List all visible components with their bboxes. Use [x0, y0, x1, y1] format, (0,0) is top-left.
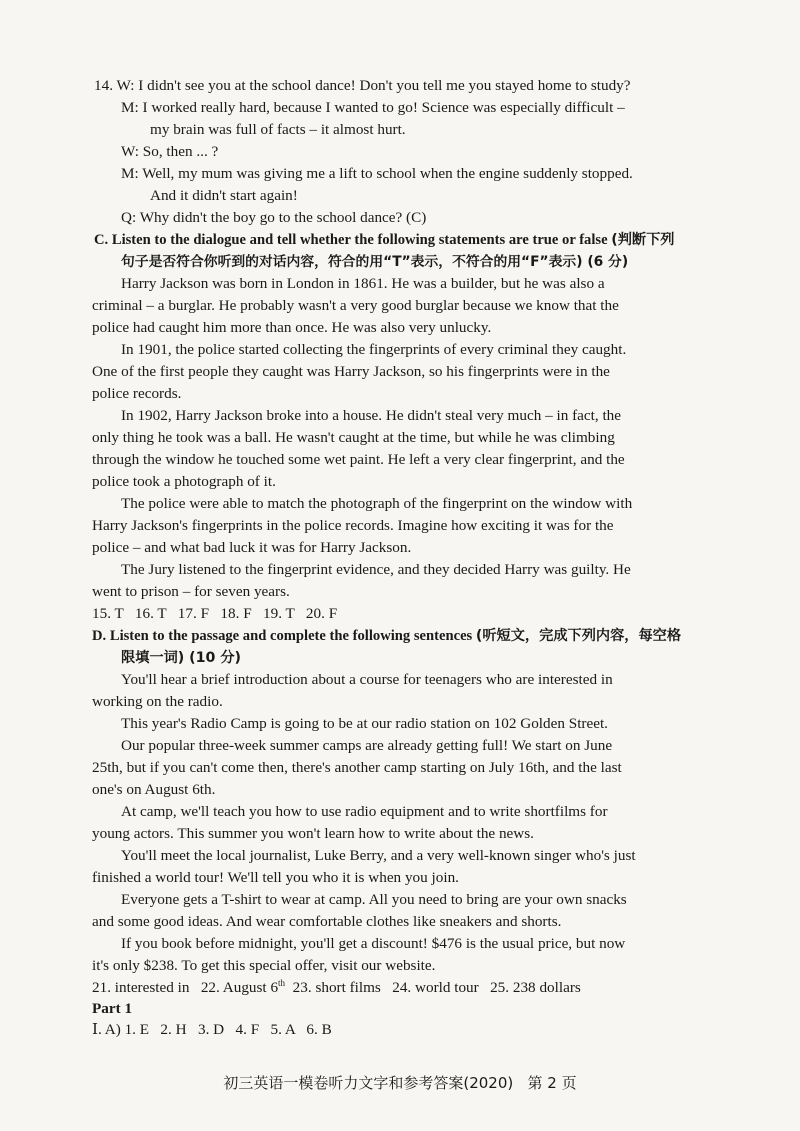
- section-c-p3d: police took a photograph of it.: [92, 473, 276, 490]
- section-d-p6a: Everyone gets a T-shirt to wear at camp. All you need to bring are your own snacks: [121, 891, 627, 908]
- section-d-title: [92, 626, 681, 646]
- section-d-p3b: 25th, but if you can't come then, there's another camp starting on July 16th, and the last: [92, 759, 622, 776]
- part1-answers: Ⅰ. A) 1. E 2. H 3. D 4. F 5. A 6. B: [92, 1021, 332, 1038]
- section-c-p3c: through the window he touched some wet paint. He left a very clear fingerprint, and the: [92, 451, 625, 468]
- section-d-p7b: it's only $238. To get this special offer, visit our website.: [92, 957, 436, 974]
- section-c-p3a: In 1902, Harry Jackson broke into a house. He didn't steal very much – in fact, the: [121, 407, 621, 424]
- section-c-title-en: C. Listen to the dialogue and tell whether the following statements are true or false: [94, 232, 608, 248]
- section-d-p3a: Our popular three-week summer camps are already getting full! We start on June: [121, 737, 613, 754]
- page-footer: 初三英语一模卷听力文字和参考答案(2020) 第 2 页: [223, 1074, 577, 1092]
- section-c-answers: 15. T 16. T 17. F 18. F 19. T 20. F: [92, 605, 338, 622]
- section-c-p4b: Harry Jackson's fingerprints in the police records. Imagine how exciting it was for the: [92, 517, 614, 534]
- section-d-p1b: working on the radio.: [92, 693, 223, 710]
- section-d-p5b: finished a world tour! We'll tell you who it is when you join.: [92, 869, 459, 886]
- q14-line-m2a: M: Well, my mum was giving me a lift to school when the engine suddenly stopped.: [121, 165, 633, 182]
- section-c-p2b: One of the first people they caught was Harry Jackson, so his fingerprints were in the: [92, 363, 610, 380]
- section-c-p1b: criminal – a burglar. He probably wasn't a very good burglar because we know that the: [92, 297, 619, 314]
- section-c-p4a: The police were able to match the photograph of the fingerprint on the window with: [121, 495, 633, 512]
- q14-question: Q: Why didn't the boy go to the school dance? (C): [121, 209, 427, 226]
- section-c-title-cn2: 句子是否符合你听到的对话内容，符合的用“T”表示，不符合的用“F”表示) (6 分): [121, 254, 629, 270]
- section-d-answers-a: 21. interested in 22. August 6: [92, 979, 279, 996]
- q14-line-m2b: And it didn't start again!: [150, 187, 298, 204]
- q14-line-w1: 14. W: I didn't see you at the school dance! Don't you tell me you stayed home to study?: [94, 77, 631, 94]
- q14-line-m1b: my brain was full of facts – it almost hurt.: [150, 121, 406, 138]
- section-d-p2: This year's Radio Camp is going to be at our radio station on 102 Golden Street.: [121, 715, 608, 732]
- q14-line-m1a: M: I worked really hard, because I wanted to go! Science was especially difficult –: [121, 99, 625, 116]
- section-d-p6b: and some good ideas. And wear comfortable clothes like sneakers and shorts.: [92, 913, 562, 930]
- q14-line-w2: W: So, then ... ?: [121, 143, 219, 160]
- section-d-answers-b: 23. short films 24. world tour 25. 238 dollars: [285, 979, 581, 996]
- section-d-p4a: At camp, we'll teach you how to use radio equipment and to write shortfilms for: [121, 803, 608, 820]
- section-d-title-cn2: 限填一词) (10 分): [121, 650, 242, 666]
- section-c-p2c: police records.: [92, 385, 182, 402]
- section-c-title: [94, 230, 674, 250]
- section-d-answers-sup: th: [278, 977, 286, 988]
- section-d-p4b: young actors. This summer you won't learn how to write about the news.: [92, 825, 534, 842]
- section-d-p1a: You'll hear a brief introduction about a course for teenagers who are interested in: [121, 671, 613, 688]
- section-c-p1a: Harry Jackson was born in London in 1861. He was a builder, but he was also a: [121, 275, 605, 292]
- section-c-p5b: went to prison – for seven years.: [92, 583, 290, 600]
- section-d-p3c: one's on August 6th.: [92, 781, 216, 798]
- section-c-p3b: only thing he took was a ball. He wasn't caught at the time, but while he was climbing: [92, 429, 615, 446]
- section-c-title-cn1: (判断下列: [611, 232, 675, 248]
- section-d-p7a: If you book before midnight, you'll get a discount! $476 is the usual price, but now: [121, 935, 626, 952]
- section-d-answers: [92, 978, 581, 998]
- section-d-title-en: D. Listen to the passage and complete the following sentences: [92, 628, 473, 644]
- section-c-p1c: police had caught him more than once. He was also very unlucky.: [92, 319, 492, 336]
- part1-title: Part 1: [92, 1000, 133, 1017]
- section-c-p5a: The Jury listened to the fingerprint evidence, and they decided Harry was guilty. He: [121, 561, 631, 578]
- section-c-p2a: In 1901, the police started collecting the fingerprints of every criminal they caught.: [121, 341, 627, 358]
- section-d-title-cn1: (听短文，完成下列内容，每空格: [475, 628, 682, 644]
- section-d-p5a: You'll meet the local journalist, Luke Berry, and a very well-known singer who's just: [121, 847, 636, 864]
- section-c-p4c: police – and what bad luck it was for Harry Jackson.: [92, 539, 412, 556]
